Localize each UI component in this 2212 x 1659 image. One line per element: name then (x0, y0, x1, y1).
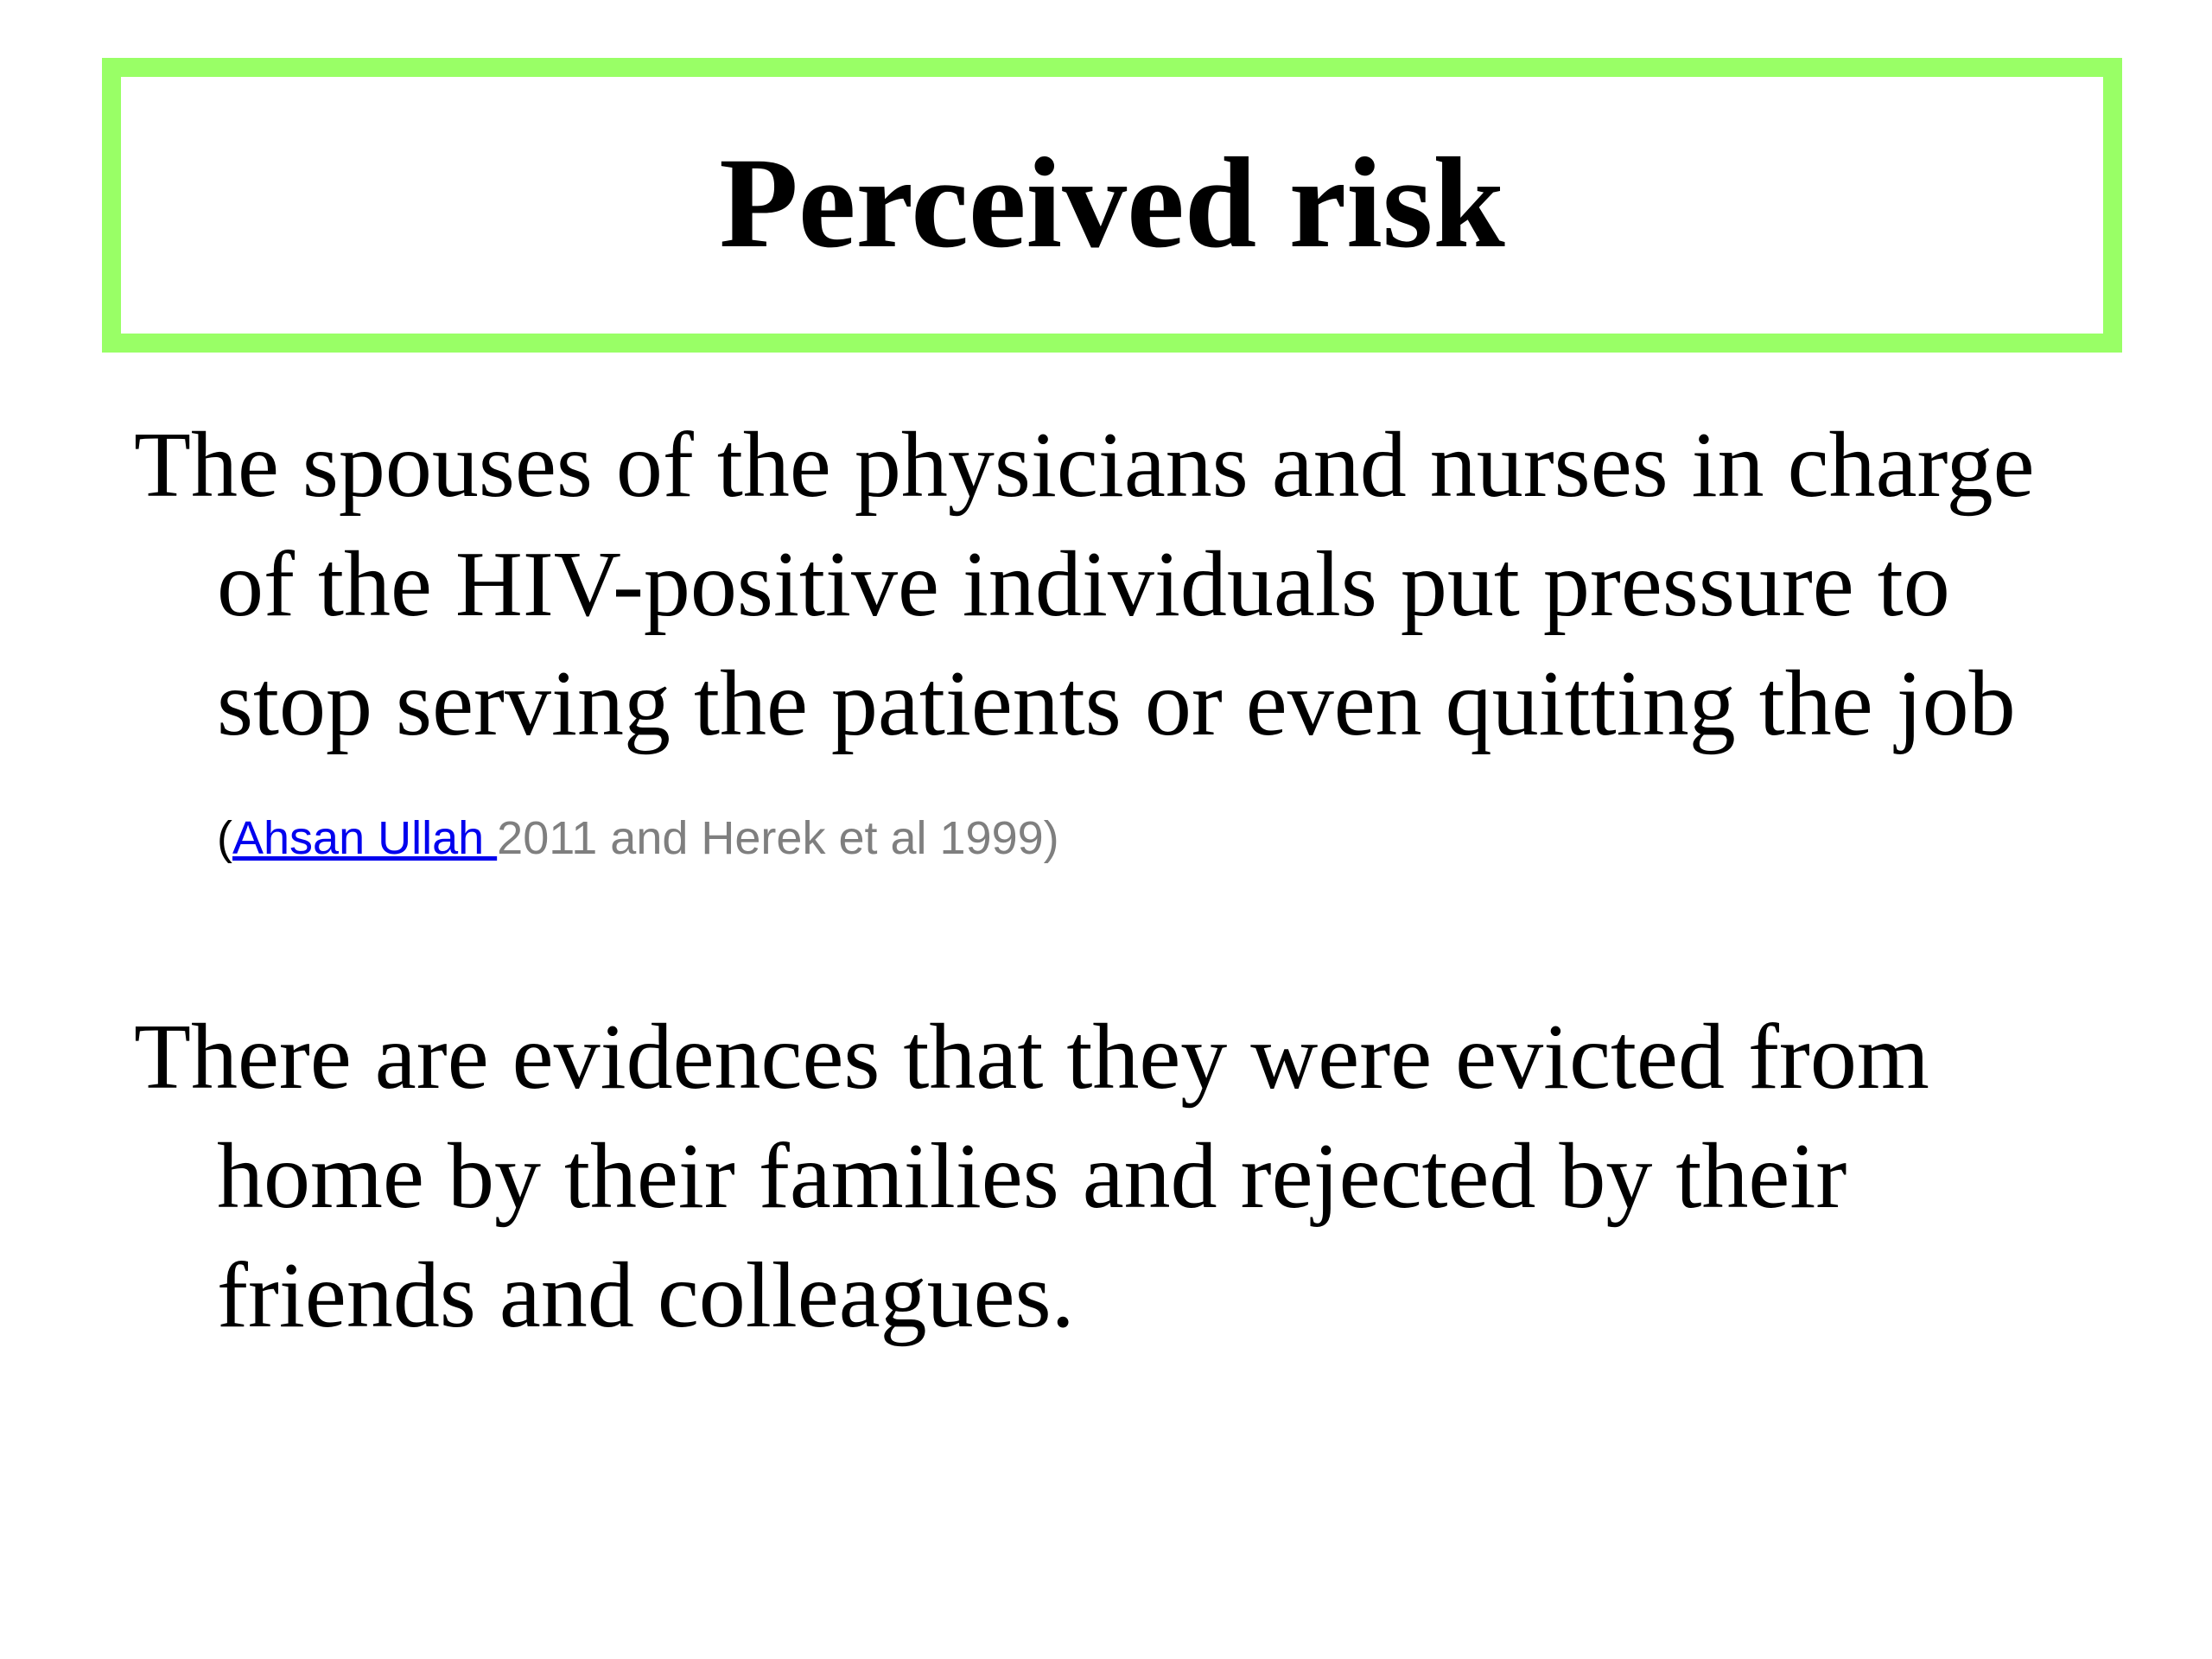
title-frame (102, 58, 2122, 353)
citation-link-ahsan-ullah[interactable]: Ahsan Ullah (232, 812, 498, 864)
citation-close-paren: ) (1043, 812, 1059, 864)
paragraph-spouses-pressure (134, 406, 2121, 898)
slide-title: Perceived risk (719, 130, 1505, 275)
citation-open-paren: ( (217, 812, 232, 864)
paragraph-text: There are evidences that they were evicted from home by their families and rejected by their friends and colleagues. (134, 1006, 1929, 1347)
citation-rest: 2011 and Herek et al 1999 (497, 812, 1044, 864)
slide-body (134, 406, 2121, 1356)
paragraph-text: The spouses of the physicians and nurses in charge of the HIV-positive individuals put pressure to stop serving the patients or even quitting the job (134, 414, 2035, 755)
paragraph-evictions (134, 998, 2121, 1356)
citation (217, 812, 1059, 864)
